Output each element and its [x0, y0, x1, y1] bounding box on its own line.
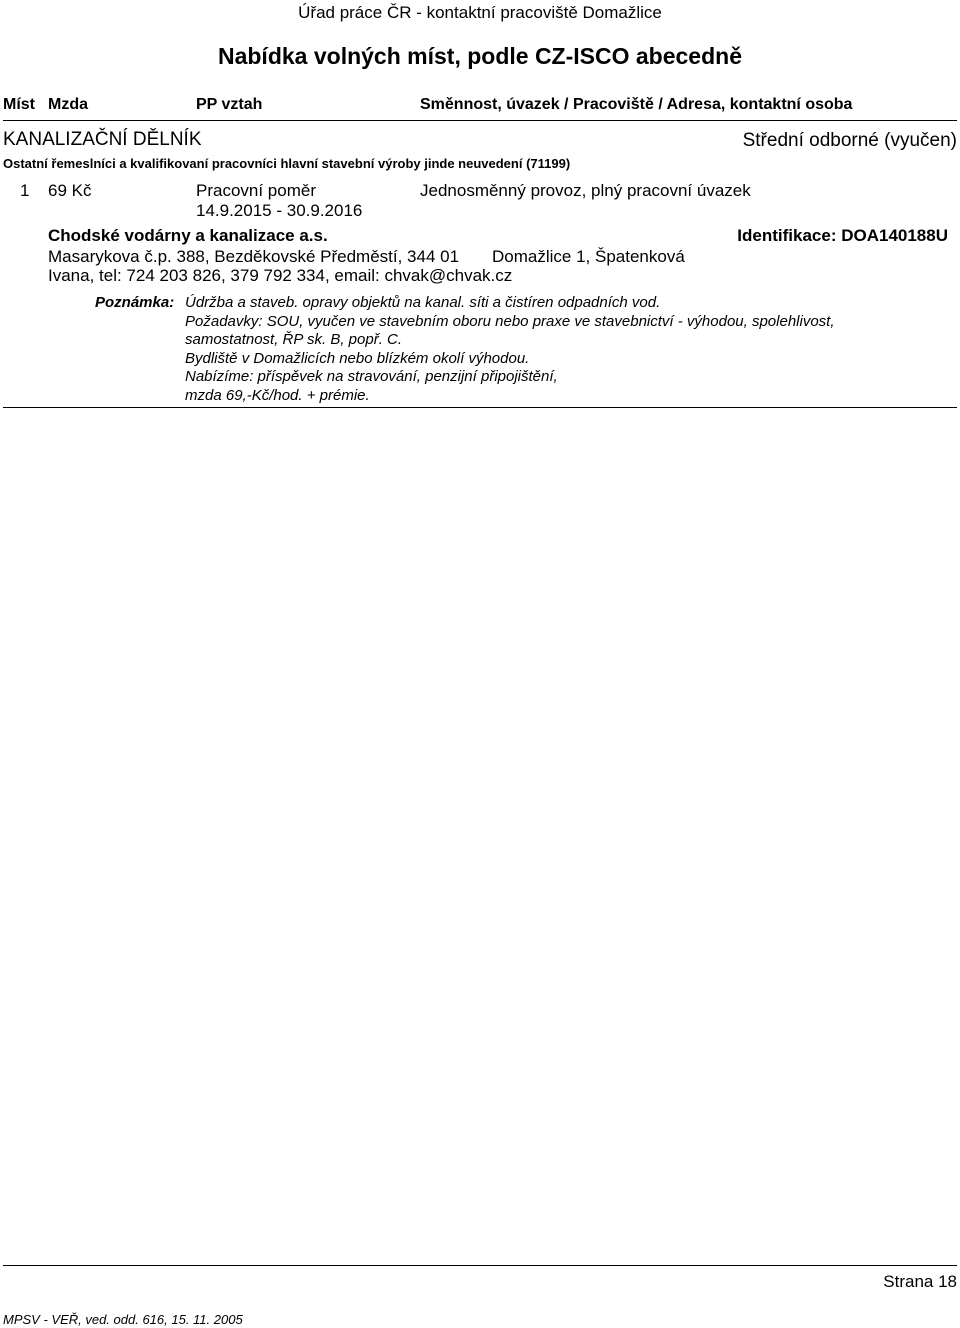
- employer-street: Masarykova č.p. 388, Bezděkovské Předměstí, 344 01: [48, 247, 460, 266]
- column-header-mist: Míst: [3, 96, 35, 113]
- page-number: Strana 18: [883, 1272, 957, 1291]
- places-count: 1: [20, 181, 30, 200]
- offer-identification: Identifikace: DOA140188U: [737, 226, 948, 245]
- note-label: Poznámka:: [95, 294, 175, 311]
- document-title: Nabídka volných míst, podle CZ-ISCO abecedně: [217, 43, 742, 69]
- shift-type: Jednosměnný provoz, plný pracovní úvazek: [420, 181, 751, 200]
- footer-divider: [3, 1265, 957, 1266]
- note-line: Bydliště v Domažlicích nebo blízkém okolí výhodou.: [185, 349, 530, 367]
- note-line: mzda 69,-Kč/hod. + prémie.: [185, 386, 370, 404]
- column-header-details: Směnnost, úvazek / Pracoviště / Adresa, kontaktní osoba: [420, 96, 853, 113]
- column-header-mzda: Mzda: [48, 96, 88, 113]
- occupation-name: KANALIZAČNÍ DĚLNÍK: [3, 129, 202, 150]
- education-level: Střední odborné (vyučen): [742, 130, 957, 151]
- employment-period: 14.9.2015 - 30.9.2016: [196, 201, 363, 220]
- office-name: Úřad práce ČR - kontaktní pracoviště Domažlice: [298, 3, 662, 22]
- employer-name: Chodské vodárny a kanalizace a.s.: [48, 226, 328, 245]
- header-divider: [3, 120, 957, 121]
- column-header-pp-vztah: PP vztah: [196, 96, 263, 113]
- note-line: Údržba a staveb. opravy objektů na kanal. síti a čistíren odpadních vod.: [185, 294, 661, 311]
- note-line: Nabízíme: příspěvek na stravování, penzijní připojištění,: [185, 368, 558, 385]
- employment-type: Pracovní poměr: [196, 181, 316, 200]
- note-text: [185, 294, 835, 405]
- note-line: samostatnost, ŘP sk. B, popř. C.: [185, 331, 403, 348]
- contact-info: Ivana, tel: 724 203 826, 379 792 334, email: chvak@chvak.cz: [48, 266, 513, 285]
- wage: 69 Kč: [48, 181, 92, 200]
- note-line: Požadavky: SOU, vyučen ve stavebním oboru nebo praxe ve stavebnictví - výhodou, spolehlivost,: [185, 312, 835, 330]
- offer-divider: [3, 407, 957, 408]
- employer-city: Domažlice 1, Špatenková: [492, 247, 685, 266]
- footer-organization: MPSV - VEŘ, ved. odd. 616, 15. 11. 2005: [3, 1312, 243, 1327]
- cz-isco-category: Ostatní řemeslníci a kvalifikovaní pracovníci hlavní stavební výroby jinde neuvedení (71199): [3, 156, 571, 171]
